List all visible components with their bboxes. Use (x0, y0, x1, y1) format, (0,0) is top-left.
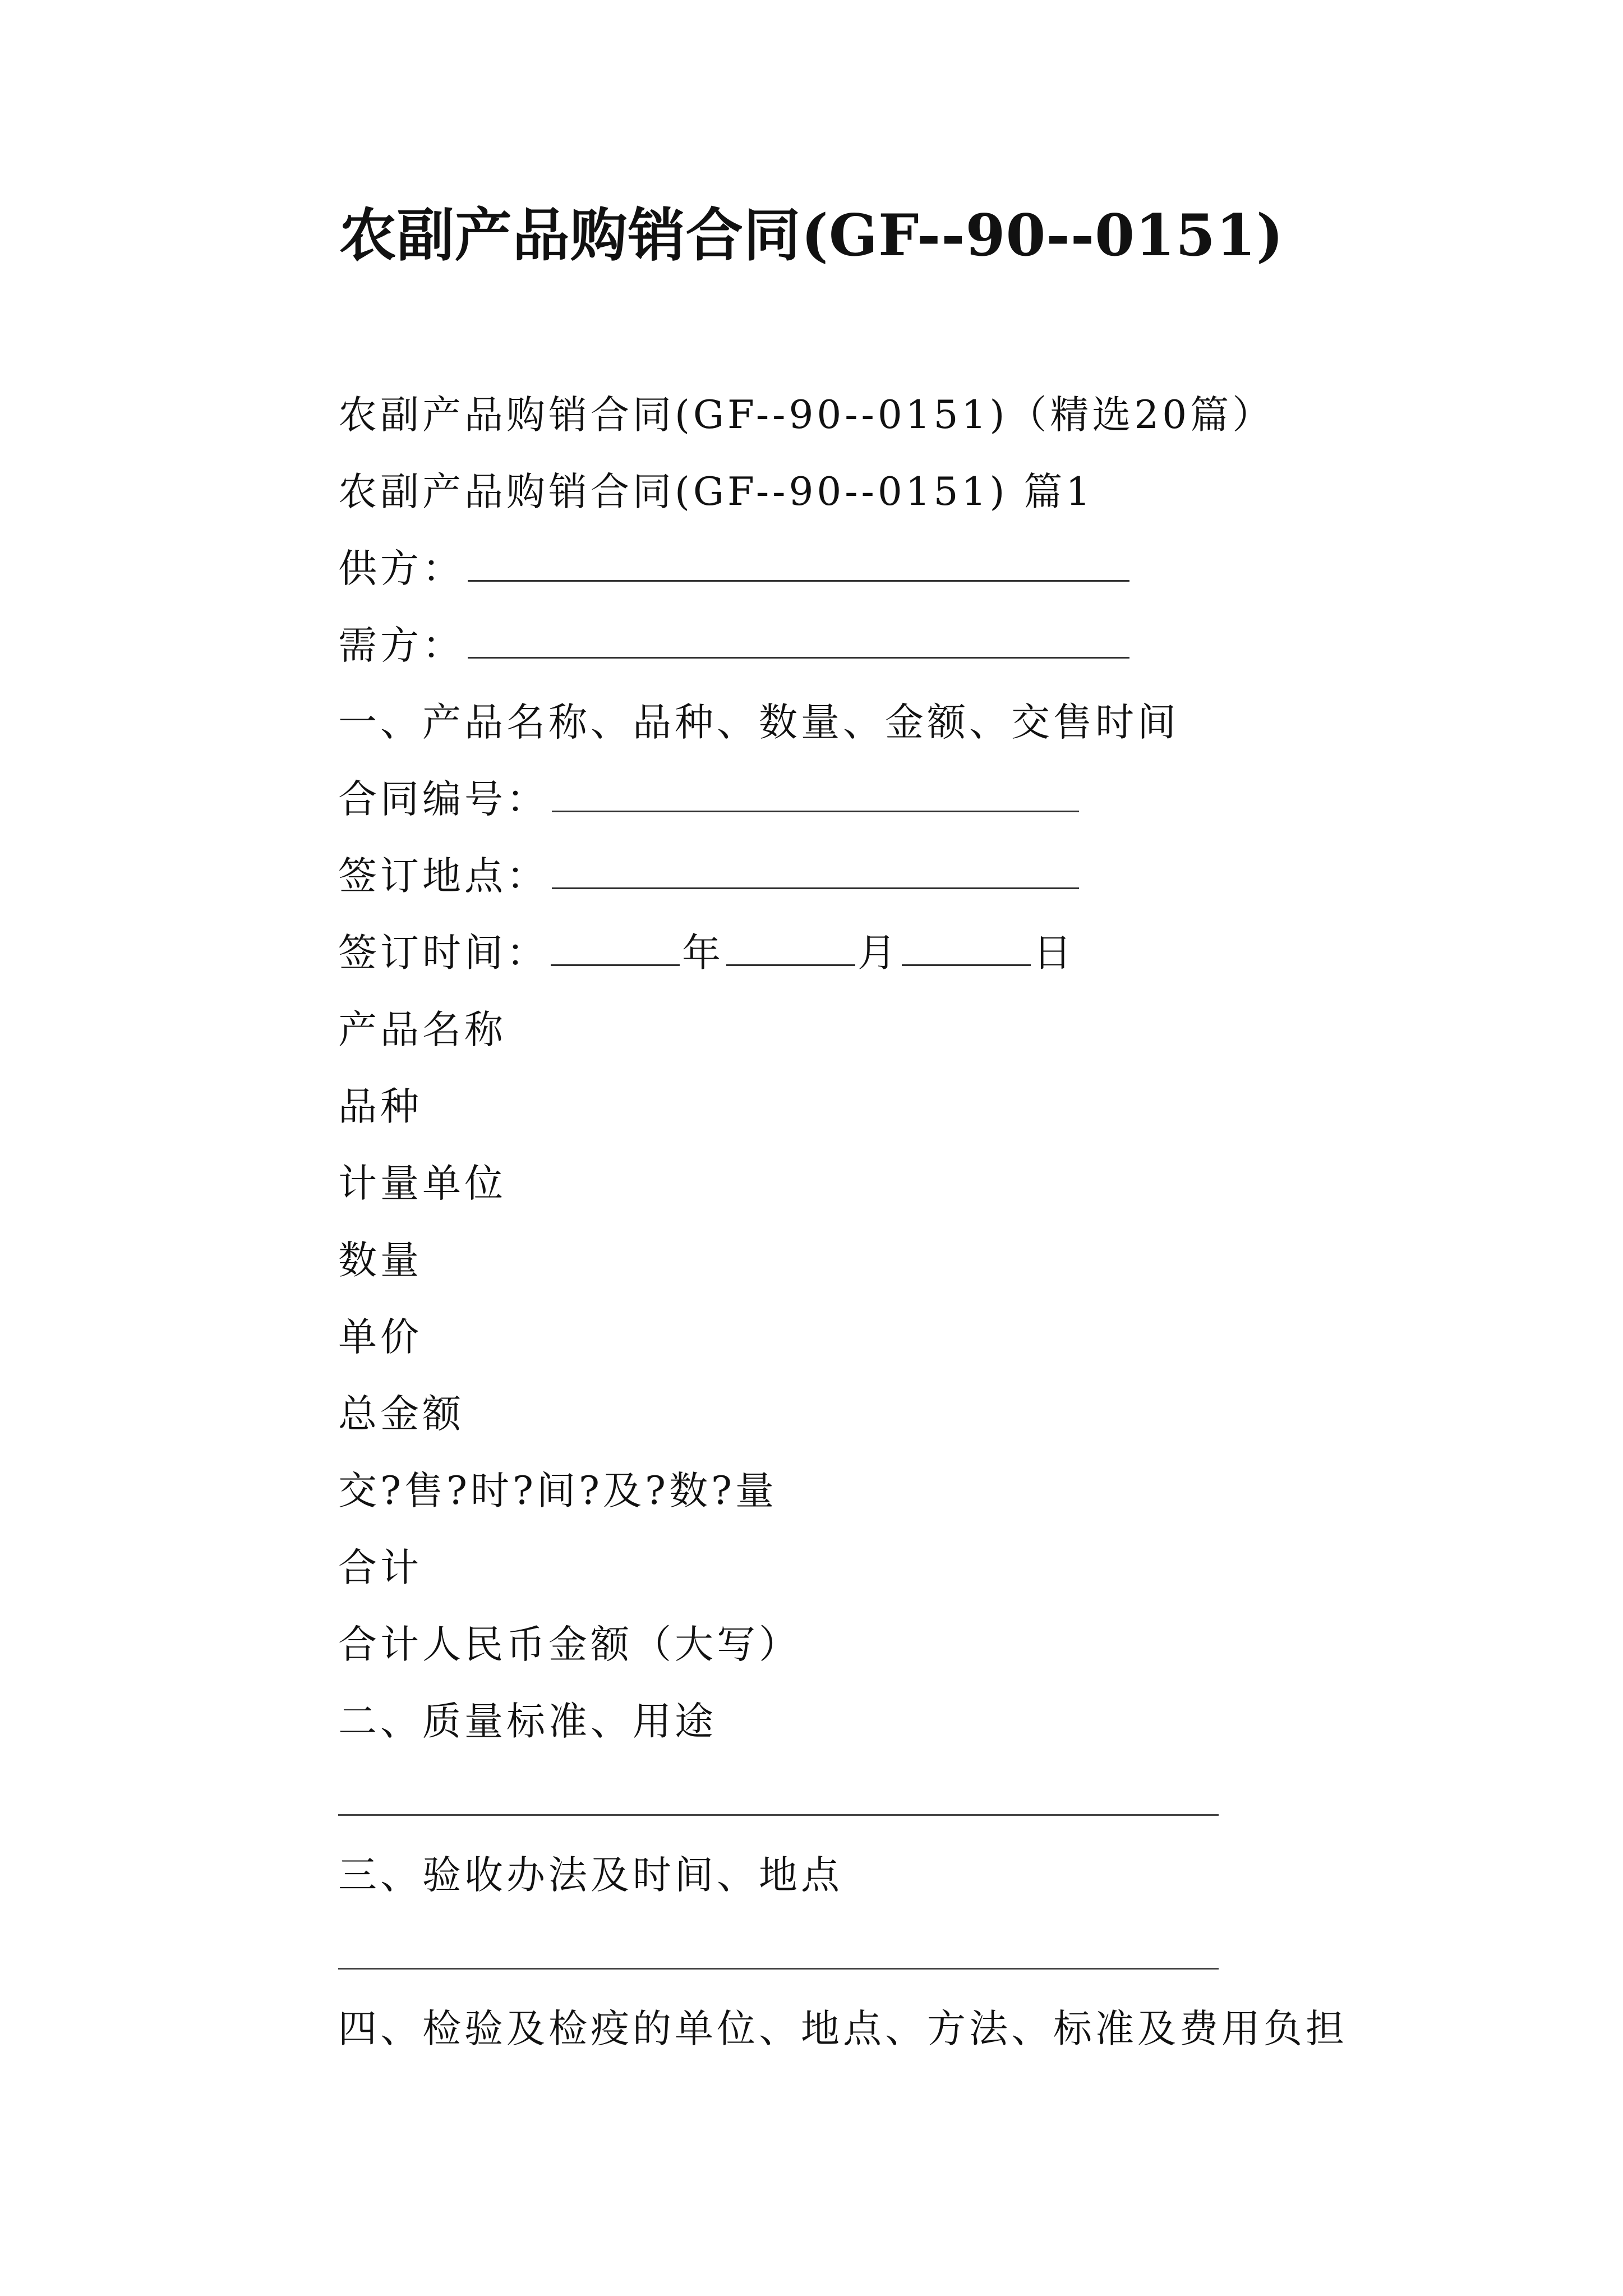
delivery-time-item: 交?售?时?间?及?数?量 (338, 1469, 777, 1513)
sign-place-row (338, 838, 1460, 915)
section-3-blank-row (338, 1914, 1460, 1991)
sign-place-label: 签订地点： (338, 854, 548, 899)
section-3-blank[interactable] (338, 1968, 1219, 1970)
year-label: 年 (682, 931, 724, 976)
section-3-heading: 三、验收办法及时间、地点 (338, 1853, 843, 1898)
supplier-row (338, 531, 1460, 608)
day-blank[interactable] (902, 930, 1031, 966)
sign-time-label: 签订时间： (338, 931, 548, 976)
document-title: 农副产品购销合同(GF--90--0151) (339, 202, 1284, 269)
day-label: 日 (1033, 931, 1075, 976)
section-2-blank-row (338, 1760, 1460, 1837)
total-amount-item: 总金额 (338, 1392, 464, 1437)
month-label: 月 (857, 931, 900, 976)
buyer-label: 需方： (338, 623, 464, 668)
supplier-label: 供方： (338, 546, 464, 591)
sign-place-blank[interactable] (552, 853, 1079, 889)
sum-rmb-item: 合计人民币金额（大写） (338, 1622, 801, 1667)
unit-item: 计量单位 (338, 1161, 506, 1206)
section-1-heading: 一、产品名称、品种、数量、金额、交售时间 (338, 700, 1179, 745)
unit-price-item: 单价 (338, 1315, 422, 1360)
document-body (338, 377, 1460, 2068)
year-blank[interactable] (551, 930, 680, 966)
contract-number-blank[interactable] (552, 776, 1079, 812)
buyer-blank[interactable] (468, 622, 1129, 659)
subtitle-line: 农副产品购销合同(GF--90--0151)（精选20篇） (338, 393, 1275, 438)
variety-item: 品种 (338, 1084, 422, 1129)
section-4-heading: 四、检验及检疫的单位、地点、方法、标准及费用负担 (338, 2007, 1348, 2051)
contract-number-label: 合同编号： (338, 777, 548, 822)
buyer-row (338, 608, 1460, 684)
chapter-heading: 农副产品购销合同(GF--90--0151) 篇1 (338, 470, 1094, 514)
product-name-item: 产品名称 (338, 1007, 506, 1052)
quantity-item: 数量 (338, 1238, 422, 1283)
supplier-blank[interactable] (468, 545, 1129, 582)
contract-number-row (338, 761, 1460, 838)
month-blank[interactable] (726, 930, 855, 966)
section-2-blank[interactable] (338, 1814, 1219, 1816)
section-2-heading: 二、质量标准、用途 (338, 1699, 717, 1744)
sum-item: 合计 (338, 1545, 422, 1590)
sign-time-row (338, 915, 1460, 992)
